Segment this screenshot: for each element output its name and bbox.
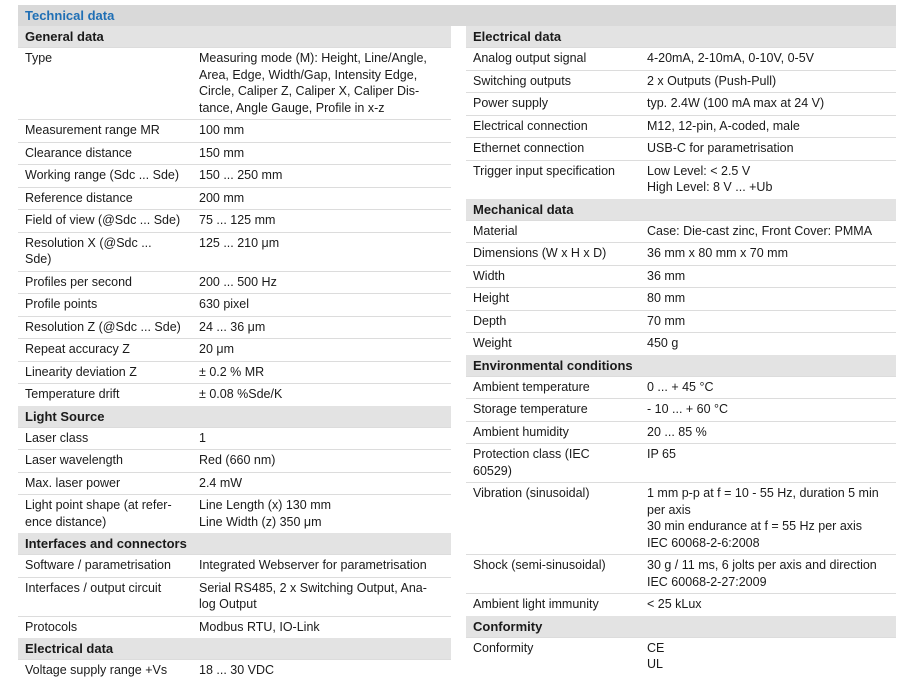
spec-value	[647, 596, 896, 613]
spec-row	[466, 265, 896, 288]
spec-value-line: IP 65	[647, 447, 676, 461]
spec-label	[18, 430, 199, 447]
spec-label	[466, 95, 647, 112]
spec-value-line: 18 ... 30 VDC	[199, 663, 275, 677]
spec-value-line: Case: Die-cast zinc, Front Cover: PMMA	[647, 223, 873, 238]
spec-label	[466, 557, 647, 590]
spec-value-line: 150 mm	[199, 145, 245, 160]
spec-value	[647, 140, 896, 157]
section-header-environmental-conditions: Environmental conditions	[466, 355, 896, 376]
spec-value-line: - 10 ... + 60 °C	[647, 402, 729, 416]
spec-row	[18, 449, 451, 472]
spec-value-line: 30 min endurance at f = 55 Hz per axis	[647, 519, 863, 533]
spec-row	[18, 209, 451, 232]
spec-label	[466, 140, 647, 157]
spec-value	[647, 401, 896, 418]
spec-label-line: Ambient humidity	[473, 424, 569, 439]
spec-label-line: Trigger input specification	[473, 163, 615, 178]
spec-value-line: 30 g / 11 ms, 6 jolts per axis and direction	[647, 558, 877, 572]
spec-row	[466, 443, 896, 482]
spec-label-line: Ethernet connection	[473, 141, 585, 155]
spec-value-line: 80 mm	[647, 291, 686, 305]
spec-row	[466, 376, 896, 399]
spec-row	[18, 338, 451, 361]
spec-label-line: Resolution Z (@Sdc ... Sde)	[25, 319, 181, 334]
spec-label-line: Laser wavelength	[25, 453, 123, 467]
section-header-conformity: Conformity	[466, 616, 896, 637]
spec-value-line: log Output	[199, 597, 257, 611]
spec-value	[647, 424, 896, 441]
spec-value-line: 100 mm	[199, 123, 245, 137]
spec-value	[647, 335, 896, 352]
spec-label-line: Resolution X (@Sdc ...	[25, 235, 152, 250]
spec-row	[466, 92, 896, 115]
left-column	[18, 26, 451, 682]
spec-row	[466, 242, 896, 265]
spec-value	[647, 446, 896, 479]
spec-row	[18, 271, 451, 294]
spec-row	[18, 187, 451, 210]
spec-label-line: Measurement range MR	[25, 123, 160, 137]
spec-label	[18, 122, 199, 139]
spec-label	[466, 268, 647, 285]
spec-label-line: Profile points	[25, 297, 98, 311]
spec-label	[18, 580, 199, 613]
spec-label	[466, 485, 647, 551]
spec-value-line: tance, Angle Gauge, Profile in x-z	[199, 100, 385, 115]
spec-value-line: 20 ... 85 %	[647, 424, 707, 439]
section-header-electrical-data: Electrical data	[18, 638, 451, 659]
spec-value-line: Serial RS485, 2 x Switching Output, Ana-	[199, 580, 427, 595]
spec-label	[18, 167, 199, 184]
spec-value	[199, 274, 451, 291]
spec-value	[647, 557, 896, 590]
spec-row	[18, 494, 451, 533]
spec-row	[18, 293, 451, 316]
spec-label-line: Weight	[473, 336, 512, 350]
section-header-electrical-data: Electrical data	[466, 26, 896, 47]
spec-value-line: 24 ... 36 μm	[199, 319, 266, 334]
spec-label-line: Working range (Sdc ... Sde)	[25, 168, 180, 182]
spec-label	[18, 145, 199, 162]
spec-label-line: Material	[473, 223, 518, 238]
spec-value-line: 200 mm	[199, 190, 245, 205]
spec-value-line: 200 ... 500 Hz	[199, 274, 277, 289]
spec-label	[18, 212, 199, 229]
spec-value	[199, 386, 451, 403]
spec-label	[18, 296, 199, 313]
section-header-general-data: General data	[18, 26, 451, 47]
spec-row	[18, 472, 451, 495]
spec-row	[466, 554, 896, 593]
spec-label-line: Analog output signal	[473, 51, 587, 65]
spec-label	[466, 424, 647, 441]
spec-label-line: Power supply	[473, 96, 549, 110]
spec-value	[199, 145, 451, 162]
spec-label-line: Max. laser power	[25, 475, 121, 490]
spec-value	[647, 95, 896, 112]
spec-row	[466, 398, 896, 421]
spec-row	[18, 142, 451, 165]
spec-label-line: Switching outputs	[473, 73, 571, 88]
spec-label-line: Software / parametrisation	[25, 558, 171, 572]
spec-label	[18, 341, 199, 358]
spec-row	[18, 616, 451, 639]
spec-label-line: Voltage supply range +Vs	[25, 663, 168, 677]
spec-value	[647, 268, 896, 285]
spec-label-line: Profiles per second	[25, 274, 133, 289]
spec-value	[199, 475, 451, 492]
page-title: Technical data	[18, 5, 896, 26]
spec-label	[466, 50, 647, 67]
spec-label	[18, 274, 199, 291]
spec-label	[466, 446, 647, 479]
spec-value-line: 36 mm	[647, 268, 686, 283]
spec-label	[18, 190, 199, 207]
spec-label	[18, 452, 199, 469]
spec-row	[466, 593, 896, 616]
spec-value	[199, 619, 451, 636]
spec-label	[466, 223, 647, 240]
spec-value-line: 1 mm p-p at f = 10 - 55 Hz, duration 5 min	[647, 486, 879, 500]
spec-label-line: Vibration (sinusoidal)	[473, 486, 590, 500]
spec-label	[18, 235, 199, 268]
spec-label-line: Protocols	[25, 619, 78, 634]
spec-row	[18, 316, 451, 339]
spec-row	[18, 383, 451, 406]
spec-label-line: Sde)	[25, 252, 52, 266]
spec-label-line: Ambient temperature	[473, 379, 590, 394]
spec-label	[466, 73, 647, 90]
spec-value	[647, 485, 896, 551]
spec-value	[199, 430, 451, 447]
spec-label	[18, 662, 199, 679]
spec-value-line: Area, Edge, Width/Gap, Intensity Edge,	[199, 67, 418, 82]
spec-value-line: Circle, Caliper Z, Caliper X, Caliper Dis-	[199, 84, 420, 98]
spec-value-line: IEC 60068-2-6:2008	[647, 535, 760, 550]
spec-value	[199, 319, 451, 336]
spec-value	[199, 452, 451, 469]
spec-value-line: 36 mm x 80 mm x 70 mm	[647, 246, 788, 260]
spec-label-line: Depth	[473, 313, 507, 328]
spec-label-line: Interfaces / output circuit	[25, 580, 162, 595]
spec-value-line: CE	[647, 640, 665, 655]
spec-value-line: 70 mm	[647, 313, 686, 328]
spec-label-line: Reference distance	[25, 190, 133, 205]
spec-value	[647, 50, 896, 67]
spec-label-line: Shock (semi-sinusoidal)	[473, 558, 606, 572]
spec-value-line: Line Length (x) 130 mm	[199, 498, 332, 512]
spec-value-line: 1	[199, 430, 206, 445]
section-header-interfaces-and-connectors: Interfaces and connectors	[18, 533, 451, 554]
spec-value-line: Low Level: < 2.5 V	[647, 163, 751, 178]
spec-label	[18, 619, 199, 636]
spec-value-line: High Level: 8 V ... +Ub	[647, 180, 773, 194]
spec-value-line: typ. 2.4W (100 mA max at 24 V)	[647, 96, 825, 110]
spec-label-line: Height	[473, 291, 510, 305]
spec-value	[199, 167, 451, 184]
spec-value-line: ± 0.08 %Sde/K	[199, 387, 283, 401]
spec-value-line: USB-C for parametrisation	[647, 141, 794, 155]
spec-value-line: IEC 60068-2-27:2009	[647, 574, 767, 589]
spec-label-line: Type	[25, 51, 53, 65]
spec-value	[199, 212, 451, 229]
spec-row	[18, 47, 451, 119]
spec-row	[18, 361, 451, 384]
spec-label-line: Clearance distance	[25, 145, 133, 160]
section-header-light-source: Light Source	[18, 406, 451, 427]
spec-label-line: Laser class	[25, 430, 89, 445]
spec-value-line: Modbus RTU, IO-Link	[199, 619, 320, 634]
spec-value	[647, 313, 896, 330]
spec-value-line: 2.4 mW	[199, 475, 243, 490]
spec-row	[18, 554, 451, 577]
spec-row	[466, 482, 896, 554]
spec-label	[18, 386, 199, 403]
spec-value-line: 4-20mA, 2-10mA, 0-10V, 0-5V	[647, 51, 814, 65]
spec-value	[199, 662, 451, 679]
spec-label-line: Width	[473, 268, 505, 283]
spec-value	[199, 580, 451, 613]
spec-value-line: 150 ... 250 mm	[199, 168, 283, 182]
spec-value-line: Integrated Webserver for parametrisation	[199, 558, 427, 572]
spec-value-line: UL	[647, 657, 663, 671]
spec-value-line: 2 x Outputs (Push-Pull)	[647, 73, 777, 88]
spec-value	[647, 640, 896, 673]
spec-row	[466, 115, 896, 138]
spec-value	[647, 290, 896, 307]
spec-label	[466, 313, 647, 330]
spec-label-line: Electrical connection	[473, 118, 588, 133]
spec-value	[647, 245, 896, 262]
spec-value	[199, 497, 451, 530]
spec-value	[199, 557, 451, 574]
right-column	[466, 26, 896, 676]
spec-label	[18, 497, 199, 530]
spec-label-line: Light point shape (at refer-	[25, 498, 172, 512]
spec-value	[647, 223, 896, 240]
spec-label-line: Conformity	[473, 640, 534, 655]
spec-label	[18, 557, 199, 574]
spec-value	[199, 50, 451, 116]
spec-value-line: 20 μm	[199, 342, 234, 356]
spec-row	[466, 637, 896, 676]
spec-row	[466, 220, 896, 243]
spec-value-line: 125 ... 210 μm	[199, 235, 280, 250]
spec-value-line: 630 pixel	[199, 297, 250, 311]
spec-label	[18, 50, 199, 116]
spec-value-line: 0 ... + 45 °C	[647, 379, 714, 394]
spec-row	[18, 119, 451, 142]
spec-label	[466, 640, 647, 673]
spec-label-line: Field of view (@Sdc ... Sde)	[25, 213, 181, 227]
spec-label-line: Dimensions (W x H x D)	[473, 246, 607, 260]
spec-row	[466, 287, 896, 310]
spec-label-line: Protection class (IEC	[473, 447, 590, 461]
spec-value	[647, 163, 896, 196]
spec-value-line: < 25 kLux	[647, 597, 702, 611]
spec-value	[199, 122, 451, 139]
spec-row	[466, 310, 896, 333]
spec-label	[18, 364, 199, 381]
spec-row	[466, 160, 896, 199]
spec-value-line: 450 g	[647, 336, 679, 350]
spec-label	[466, 118, 647, 135]
spec-label	[466, 401, 647, 418]
spec-label-line: Ambient light immunity	[473, 597, 599, 611]
spec-label	[466, 379, 647, 396]
spec-label	[18, 475, 199, 492]
spec-row	[466, 70, 896, 93]
spec-row	[18, 164, 451, 187]
spec-label	[466, 290, 647, 307]
spec-row	[466, 137, 896, 160]
spec-row	[466, 332, 896, 355]
spec-row	[466, 47, 896, 70]
spec-label-line: Temperature drift	[25, 387, 120, 401]
section-header-mechanical-data: Mechanical data	[466, 199, 896, 220]
spec-label	[466, 335, 647, 352]
spec-value-line: Line Width (z) 350 μm	[199, 514, 322, 529]
spec-row	[18, 427, 451, 450]
spec-label-line: 60529)	[473, 463, 512, 478]
spec-value	[199, 364, 451, 381]
spec-value	[199, 190, 451, 207]
spec-value	[199, 235, 451, 268]
spec-value-line: Red (660 nm)	[199, 453, 276, 467]
spec-label	[466, 245, 647, 262]
spec-value	[647, 118, 896, 135]
spec-row	[18, 232, 451, 271]
spec-row	[18, 577, 451, 616]
spec-value	[647, 379, 896, 396]
spec-value	[199, 296, 451, 313]
spec-label-line: Repeat accuracy Z	[25, 342, 130, 356]
spec-label-line: Linearity deviation Z	[25, 364, 137, 379]
spec-label-line: ence distance)	[25, 514, 107, 529]
spec-row	[466, 421, 896, 444]
spec-label	[466, 163, 647, 196]
spec-value-line: 75 ... 125 mm	[199, 213, 276, 227]
spec-value-line: per axis	[647, 502, 691, 517]
spec-label	[18, 319, 199, 336]
spec-label	[466, 596, 647, 613]
spec-value-line: Measuring mode (M): Height, Line/Angle,	[199, 51, 427, 65]
spec-row	[18, 659, 451, 682]
spec-value	[199, 341, 451, 358]
spec-value-line: ± 0.2 % MR	[199, 364, 265, 379]
spec-label-line: Storage temperature	[473, 402, 588, 416]
spec-value	[647, 73, 896, 90]
spec-value-line: M12, 12-pin, A-coded, male	[647, 118, 800, 133]
